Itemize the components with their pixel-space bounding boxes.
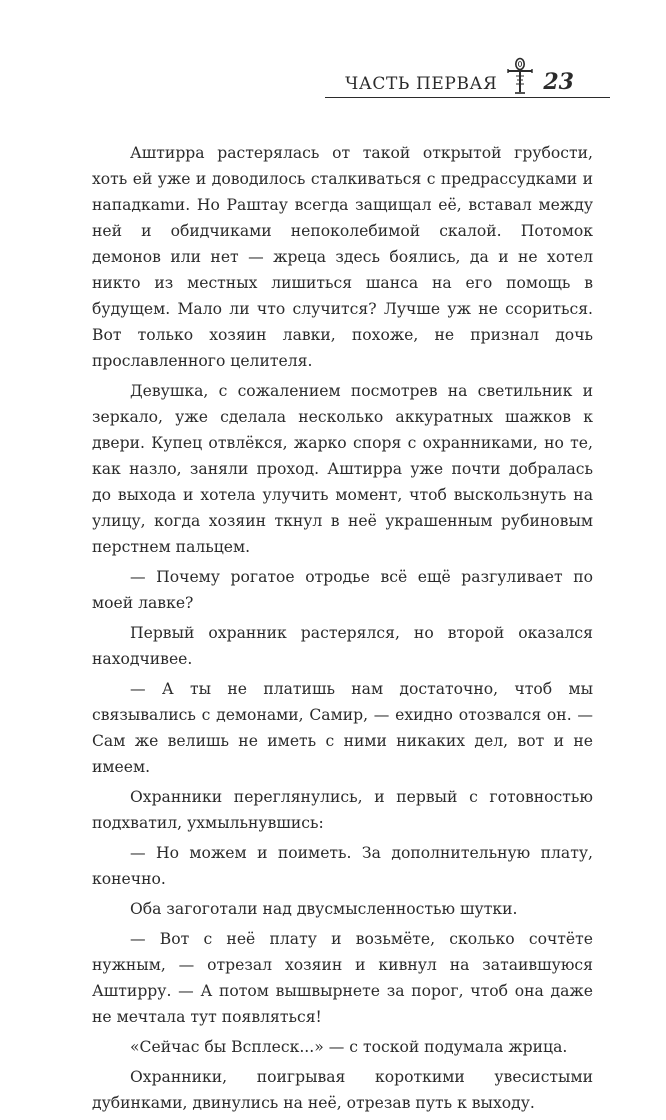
paragraph: «Сейчас бы Всплеск...» — с тоской подумала жрица. bbox=[130, 1038, 568, 1056]
paragraph: Охранники переглянулись, и первый с готовностью подхватил, ухмыльнувшись: bbox=[92, 788, 593, 832]
paragraph: Девушка, с сожалением посмотрев на светильник и зеркало, уже сделала несколько аккуратных шажков к двери. Купец отвлёкся, жарко споря с охранниками, но те, как назло, заняли проход. Аштирра уже почти добралась до выхода и хотела улучить момент, чтоб выскользнуть на улицу, когда хозяин ткнул в неё украшенным рубиновым перстнем пальцем. bbox=[92, 382, 593, 556]
section-title: ЧАСТЬ ПЕРВАЯ bbox=[345, 74, 498, 94]
paragraph: Оба загоготали над двусмысленностью шутки. bbox=[130, 900, 518, 918]
running-header bbox=[345, 56, 574, 96]
paragraph: Аштирра растерялась от такой открытой грубости, хоть ей уже и доводилось сталкиваться с предрассудками и нападкаmи. Но Раштау всегда защищал её, вставал между ней и обидчиками непоколебимой скалой. Потомок демонов или нет — жреца здесь боялись, да и не хотел никто из местных лишиться шанса на его помощь в будущем. Мало ли что случится? Лучше уж не ссориться. Вот только хозяин лавки, похоже, не признал дочь прославленного целителя. bbox=[92, 144, 593, 370]
page-number: 23 bbox=[543, 69, 574, 95]
paragraph: Первый охранник растерялся, но второй оказался находчивее. bbox=[92, 624, 593, 668]
header-rule bbox=[325, 97, 610, 98]
body-text bbox=[92, 140, 593, 1120]
dialogue-paragraph: — Но можем и поиметь. За дополнительную плату, конечно. bbox=[92, 844, 593, 888]
dialogue-paragraph: — Вот с неё плату и возьмёте, сколько сочтёте нужным, — отрезал хозяин и кивнул на затаившуюся Аштирру. — А потом вышвырнете за порог, чтоб она даже не мечтала тут появляться! bbox=[92, 930, 593, 1026]
dialogue-paragraph: — Почему рогатое отродье всё ещё разгуливает по моей лавке? bbox=[92, 568, 593, 612]
ankh-icon bbox=[505, 56, 535, 96]
dialogue-paragraph: — А ты не платишь нам достаточно, чтоб мы связывались с демонами, Самир, — ехидно отозвался он. — Сам же велишь не иметь с ними никаких дел, вот и не имеем. bbox=[92, 680, 593, 776]
paragraph: Охранники, поигрывая короткими увесистыми дубинками, двинулись на неё, отрезав путь к выходу. bbox=[92, 1068, 593, 1112]
